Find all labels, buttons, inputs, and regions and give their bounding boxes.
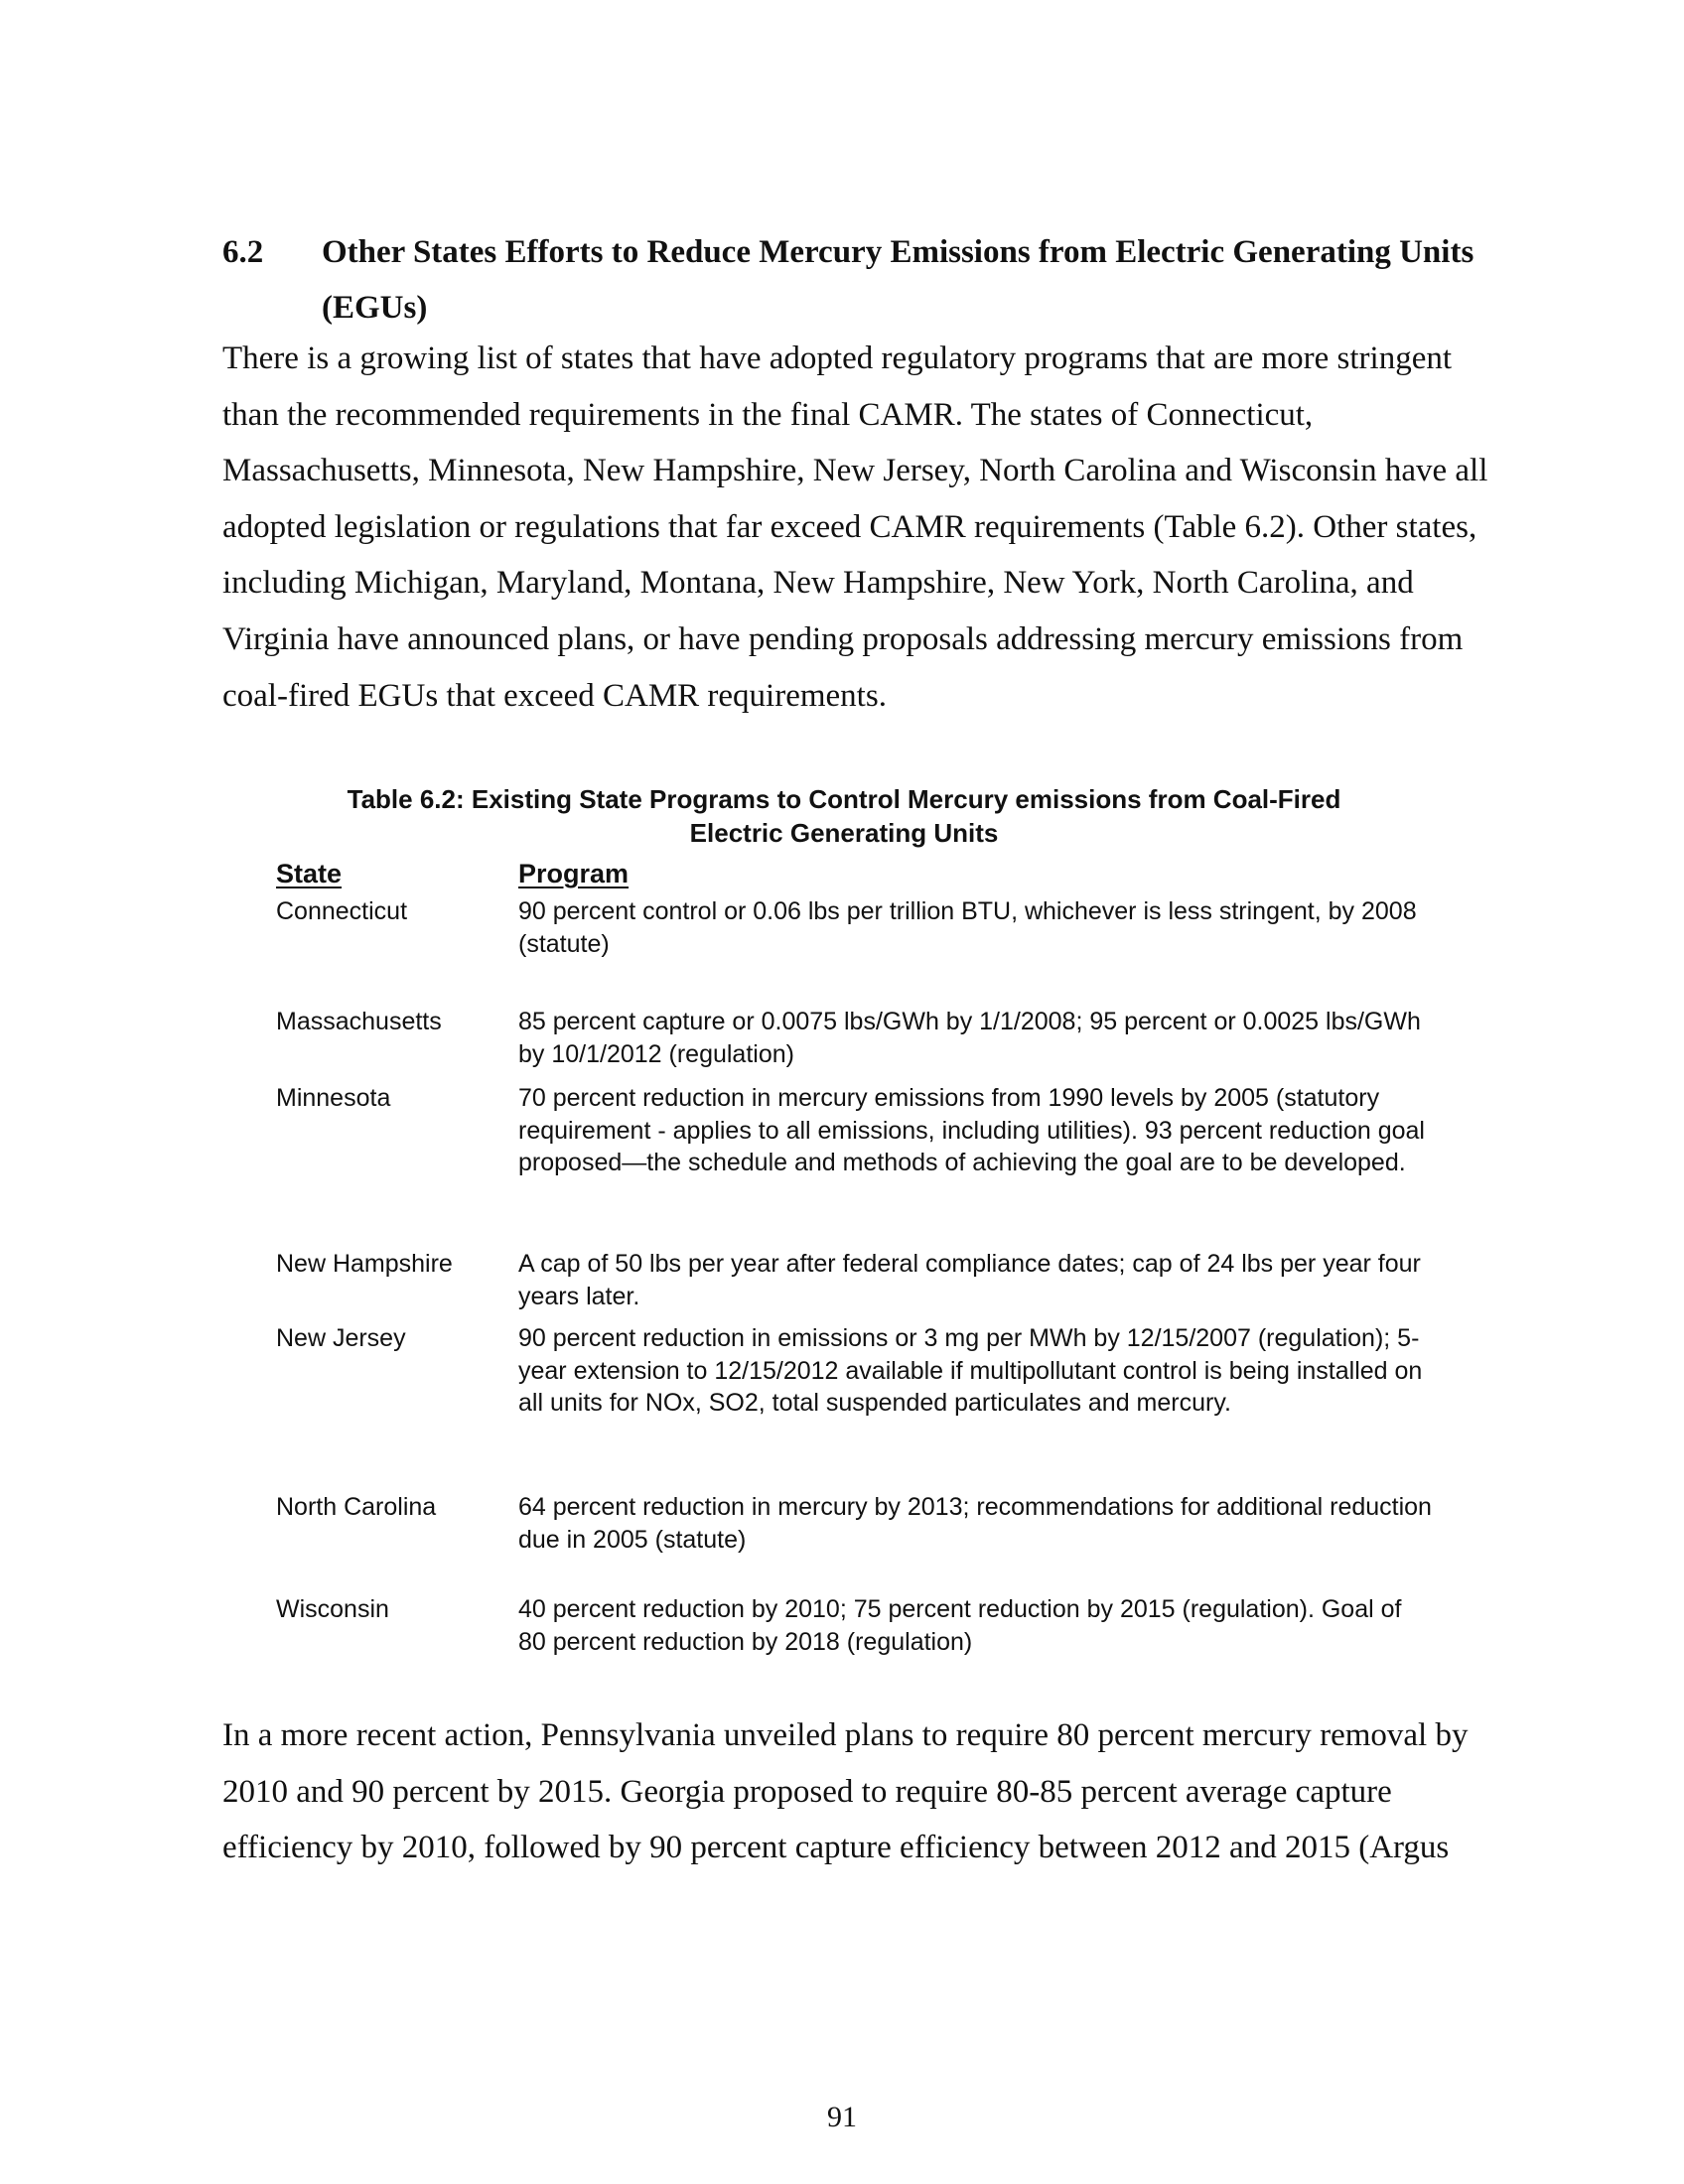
table-cell-state: Minnesota [276,1084,391,1112]
table-cell-state: Massachusetts [276,1008,442,1035]
table-cell-program: 85 percent capture or 0.0075 lbs/GWh by 1/1/2008; 95 percent or 0.0025 lbs/GWh by 10/1/2012 (regulation) [518,1008,1421,1068]
table-header-state: State [276,859,343,888]
table-cell-program: 70 percent reduction in mercury emissions from 1990 levels by 2005 (statutory requirement - applies to all emissions, including utilities). 93 percent reduction goal proposed—the schedule and methods of achieving the goal are to be developed. [518,1084,1425,1176]
table-cell-state: New Hampshire [276,1250,453,1278]
table-cell-program: 90 percent control or 0.06 lbs per trillion BTU, whichever is less stringent, by 2008 (statute) [518,897,1417,958]
table-caption: Table 6.2: Existing State Programs to Control Mercury emissions from Coal-Fired Electric Generating Units [347,784,1341,848]
table-header-program: Program [518,859,630,888]
section-title: Other States Efforts to Reduce Mercury Emissions from Electric Generating Units (EGUs) [322,234,1474,326]
table-cell-program: A cap of 50 lbs per year after federal compliance dates; cap of 24 lbs per year four years later. [518,1250,1421,1310]
table-cell-state: Connecticut [276,897,408,925]
table-cell-program: 90 percent reduction in emissions or 3 mg per MWh by 12/15/2007 (regulation); 5-year extension to 12/15/2012 available if multipollutant control is being installed on all units for NOx, SO2, total suspended particulates and mercury. [518,1324,1423,1417]
table-cell-state: North Carolina [276,1493,437,1521]
body-paragraph-2: In a more recent action, Pennsylvania unveiled plans to require 80 percent mercury removal by 2010 and 90 percent by 2015. Georgia proposed to require 80-85 percent average capture efficiency by 2010, followed by 90 percent capture efficiency between 2012 and 2015 (Argus [222,1717,1469,1866]
table-cell-state: New Jersey [276,1324,406,1352]
body-paragraph-1: There is a growing list of states that have adopted regulatory programs that are more stringent than the recommended requirements in the final CAMR. The states of Connecticut, Massachusetts, Minnesota, New Hampshire, New Jersey, North Carolina and Wisconsin have all adopted legislation or regulations that far exceed CAMR requirements (Table 6.2). Other states, including Michigan, Maryland, Montana, New Hampshire, New York, North Carolina, and Virginia have announced plans, or have pending proposals addressing mercury emissions from coal-fired EGUs that exceed CAMR requirements. [222,341,1488,714]
table-cell-program: 64 percent reduction in mercury by 2013; recommendations for additional reduction due in 2005 (statute) [518,1493,1432,1554]
section-number: 6.2 [222,234,264,270]
page-number: 91 [827,2101,857,2133]
table-cell-program: 40 percent reduction by 2010; 75 percent reduction by 2015 (regulation). Goal of 80 percent reduction by 2018 (regulation) [518,1595,1402,1656]
table-cell-state: Wisconsin [276,1595,389,1623]
section-heading [222,224,1503,336]
